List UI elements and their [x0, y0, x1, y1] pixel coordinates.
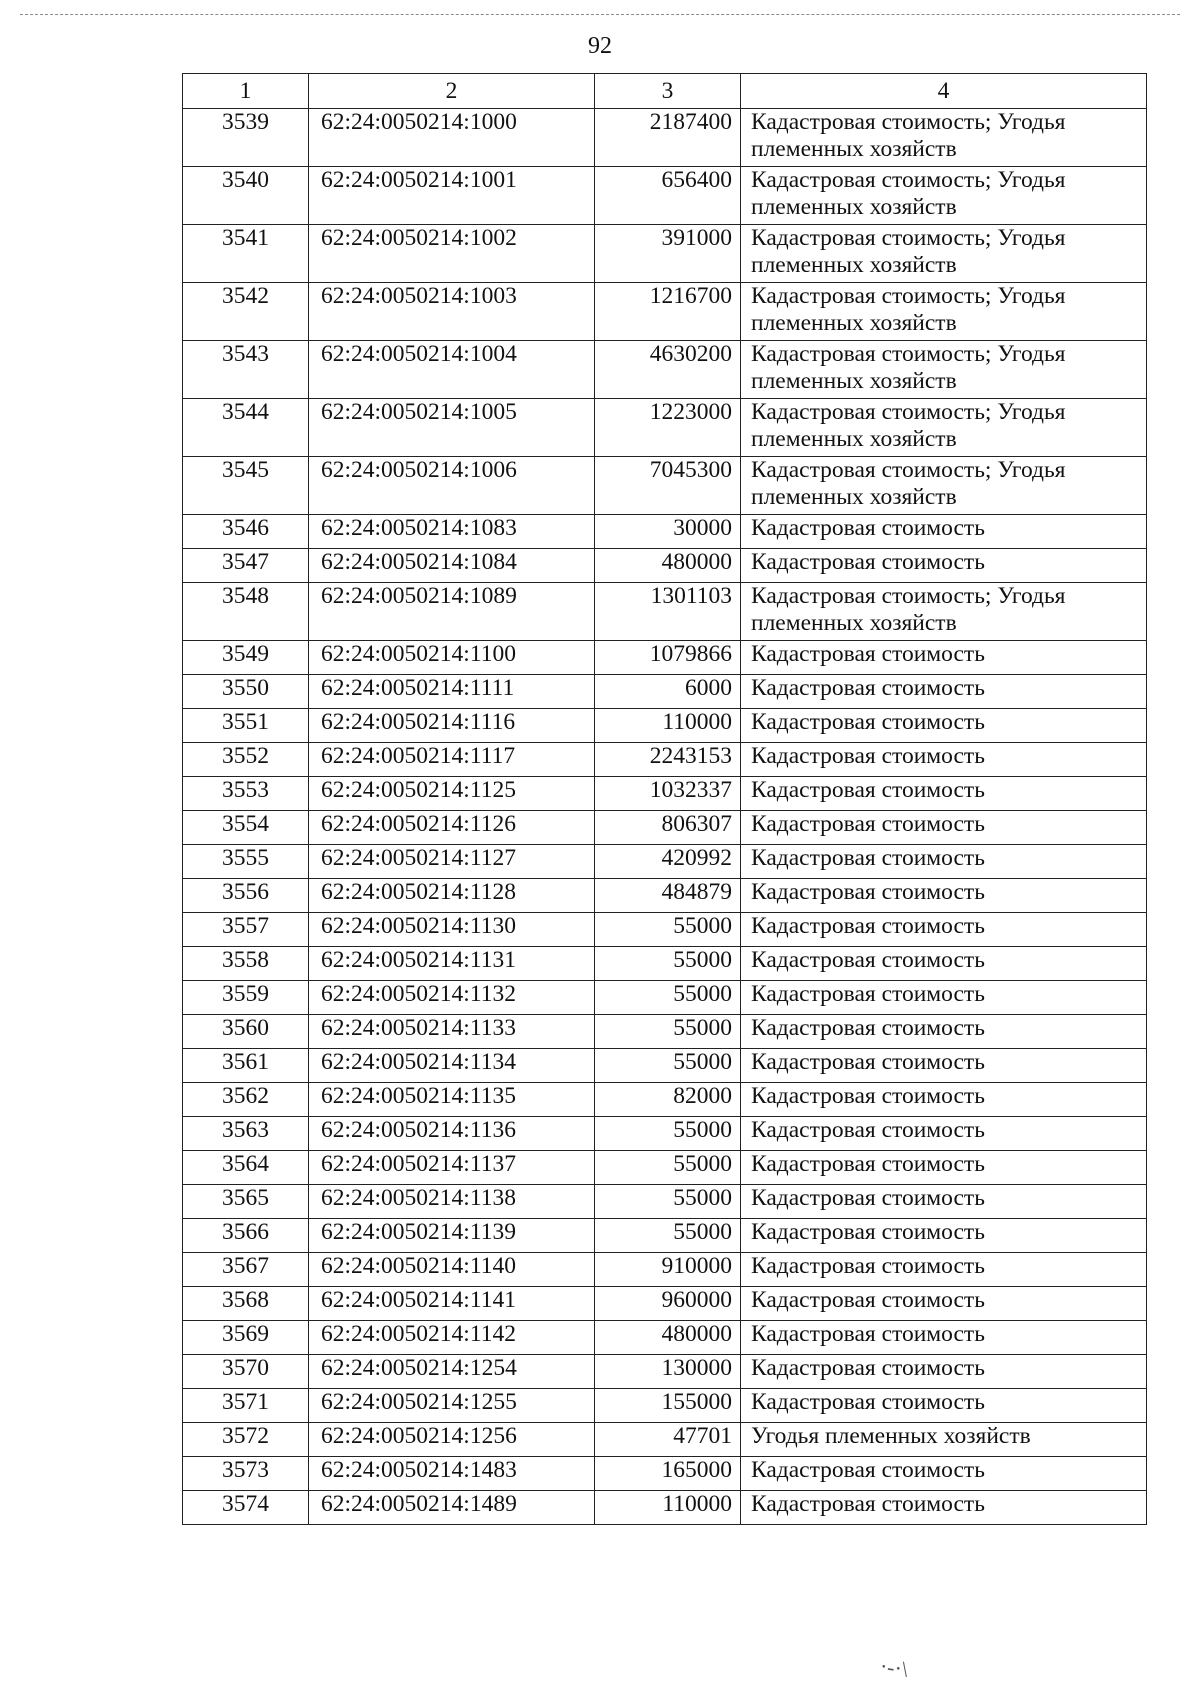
table-row	[183, 947, 1147, 981]
cadastral-value: 1032337	[595, 777, 741, 811]
cadastral-value: 484879	[595, 879, 741, 913]
cadastral-value: 155000	[595, 1389, 741, 1423]
cadastral-value: 1079866	[595, 641, 741, 675]
row-number: 3571	[183, 1389, 309, 1423]
row-description: Кадастровая стоимость	[741, 1083, 1147, 1117]
table-row	[183, 709, 1147, 743]
table-row	[183, 457, 1147, 515]
table-row	[183, 675, 1147, 709]
cadastral-number: 62:24:0050214:1134	[309, 1049, 595, 1083]
row-number: 3574	[183, 1491, 309, 1525]
cadastral-value: 7045300	[595, 457, 741, 515]
row-description: Кадастровая стоимость; Угодья племенных хозяйств	[741, 109, 1147, 167]
cadastral-number: 62:24:0050214:1135	[309, 1083, 595, 1117]
cadastral-number: 62:24:0050214:1255	[309, 1389, 595, 1423]
row-number: 3544	[183, 399, 309, 457]
row-description: Кадастровая стоимость	[741, 913, 1147, 947]
row-description: Кадастровая стоимость; Угодья племенных хозяйств	[741, 341, 1147, 399]
cadastral-value: 480000	[595, 549, 741, 583]
table-row	[183, 1321, 1147, 1355]
row-number: 3543	[183, 341, 309, 399]
cadastral-value: 47701	[595, 1423, 741, 1457]
row-description: Кадастровая стоимость	[741, 845, 1147, 879]
table-header-row	[183, 74, 1147, 109]
cadastral-value: 2243153	[595, 743, 741, 777]
cadastral-table	[182, 73, 1147, 1525]
column-header-2: 2	[309, 74, 595, 109]
row-number: 3556	[183, 879, 309, 913]
cadastral-value: 1223000	[595, 399, 741, 457]
row-number: 3564	[183, 1151, 309, 1185]
column-header-1: 1	[183, 74, 309, 109]
row-description: Кадастровая стоимость	[741, 549, 1147, 583]
row-description: Кадастровая стоимость	[741, 1389, 1147, 1423]
table-row	[183, 1423, 1147, 1457]
row-description: Кадастровая стоимость	[741, 743, 1147, 777]
cadastral-number: 62:24:0050214:1139	[309, 1219, 595, 1253]
cadastral-number: 62:24:0050214:1083	[309, 515, 595, 549]
row-number: 3540	[183, 167, 309, 225]
cadastral-value: 55000	[595, 1219, 741, 1253]
row-description: Кадастровая стоимость	[741, 1355, 1147, 1389]
row-number: 3553	[183, 777, 309, 811]
row-description: Кадастровая стоимость	[741, 515, 1147, 549]
cadastral-value: 55000	[595, 1185, 741, 1219]
scan-edge-line	[20, 14, 1180, 15]
cadastral-value: 165000	[595, 1457, 741, 1491]
row-number: 3566	[183, 1219, 309, 1253]
cadastral-value: 55000	[595, 1049, 741, 1083]
cadastral-value: 2187400	[595, 109, 741, 167]
cadastral-number: 62:24:0050214:1130	[309, 913, 595, 947]
table-row	[183, 1219, 1147, 1253]
cadastral-value: 420992	[595, 845, 741, 879]
column-header-4: 4	[741, 74, 1147, 109]
row-description: Кадастровая стоимость	[741, 1185, 1147, 1219]
cadastral-number: 62:24:0050214:1133	[309, 1015, 595, 1049]
table-row	[183, 1355, 1147, 1389]
table-row	[183, 1083, 1147, 1117]
row-description: Кадастровая стоимость	[741, 981, 1147, 1015]
row-number: 3572	[183, 1423, 309, 1457]
table-row	[183, 341, 1147, 399]
cadastral-number: 62:24:0050214:1132	[309, 981, 595, 1015]
cadastral-value: 806307	[595, 811, 741, 845]
cadastral-number: 62:24:0050214:1142	[309, 1321, 595, 1355]
table-row	[183, 109, 1147, 167]
row-number: 3542	[183, 283, 309, 341]
row-number: 3546	[183, 515, 309, 549]
cadastral-number: 62:24:0050214:1005	[309, 399, 595, 457]
row-number: 3547	[183, 549, 309, 583]
table-row	[183, 1015, 1147, 1049]
row-number: 3559	[183, 981, 309, 1015]
row-description: Кадастровая стоимость	[741, 709, 1147, 743]
table-row	[183, 283, 1147, 341]
cadastral-value: 130000	[595, 1355, 741, 1389]
table-row	[183, 167, 1147, 225]
row-description: Кадастровая стоимость; Угодья племенных хозяйств	[741, 399, 1147, 457]
cadastral-value: 960000	[595, 1287, 741, 1321]
cadastral-number: 62:24:0050214:1084	[309, 549, 595, 583]
cadastral-value: 391000	[595, 225, 741, 283]
cadastral-value: 55000	[595, 1151, 741, 1185]
cadastral-number: 62:24:0050214:1127	[309, 845, 595, 879]
scan-mark: ·-·\	[878, 1653, 910, 1682]
table-row	[183, 399, 1147, 457]
table-row	[183, 515, 1147, 549]
cadastral-number: 62:24:0050214:1483	[309, 1457, 595, 1491]
cadastral-number: 62:24:0050214:1138	[309, 1185, 595, 1219]
cadastral-value: 55000	[595, 947, 741, 981]
row-number: 3569	[183, 1321, 309, 1355]
row-number: 3573	[183, 1457, 309, 1491]
cadastral-number: 62:24:0050214:1116	[309, 709, 595, 743]
cadastral-value: 55000	[595, 1015, 741, 1049]
table-row	[183, 743, 1147, 777]
table-row	[183, 777, 1147, 811]
cadastral-number: 62:24:0050214:1003	[309, 283, 595, 341]
row-number: 3561	[183, 1049, 309, 1083]
column-header-3: 3	[595, 74, 741, 109]
page-number: 92	[588, 33, 612, 59]
cadastral-number: 62:24:0050214:1000	[309, 109, 595, 167]
row-number: 3549	[183, 641, 309, 675]
table-row	[183, 811, 1147, 845]
table-row	[183, 1117, 1147, 1151]
cadastral-number: 62:24:0050214:1001	[309, 167, 595, 225]
cadastral-value: 656400	[595, 167, 741, 225]
row-description: Кадастровая стоимость; Угодья племенных хозяйств	[741, 457, 1147, 515]
row-description: Кадастровая стоимость	[741, 641, 1147, 675]
table-row	[183, 1151, 1147, 1185]
row-description: Угодья племенных хозяйств	[741, 1423, 1147, 1457]
row-number: 3550	[183, 675, 309, 709]
row-number: 3541	[183, 225, 309, 283]
cadastral-number: 62:24:0050214:1140	[309, 1253, 595, 1287]
row-description: Кадастровая стоимость; Угодья племенных хозяйств	[741, 225, 1147, 283]
cadastral-value: 6000	[595, 675, 741, 709]
table-row	[183, 641, 1147, 675]
cadastral-value: 30000	[595, 515, 741, 549]
table-row	[183, 1389, 1147, 1423]
table-row	[183, 1253, 1147, 1287]
cadastral-number: 62:24:0050214:1131	[309, 947, 595, 981]
cadastral-number: 62:24:0050214:1136	[309, 1117, 595, 1151]
cadastral-value: 910000	[595, 1253, 741, 1287]
row-description: Кадастровая стоимость; Угодья племенных хозяйств	[741, 283, 1147, 341]
cadastral-number: 62:24:0050214:1126	[309, 811, 595, 845]
row-description: Кадастровая стоимость	[741, 1015, 1147, 1049]
row-description: Кадастровая стоимость	[741, 1151, 1147, 1185]
cadastral-value: 55000	[595, 981, 741, 1015]
row-number: 3557	[183, 913, 309, 947]
cadastral-value: 1301103	[595, 583, 741, 641]
row-description: Кадастровая стоимость; Угодья племенных хозяйств	[741, 583, 1147, 641]
cadastral-number: 62:24:0050214:1111	[309, 675, 595, 709]
cadastral-value: 110000	[595, 709, 741, 743]
cadastral-number: 62:24:0050214:1256	[309, 1423, 595, 1457]
cadastral-number: 62:24:0050214:1137	[309, 1151, 595, 1185]
row-description: Кадастровая стоимость	[741, 1253, 1147, 1287]
row-description: Кадастровая стоимость	[741, 1457, 1147, 1491]
table-row	[183, 879, 1147, 913]
cadastral-value: 55000	[595, 1117, 741, 1151]
row-number: 3558	[183, 947, 309, 981]
table-row	[183, 981, 1147, 1015]
cadastral-value: 82000	[595, 1083, 741, 1117]
row-description: Кадастровая стоимость	[741, 1049, 1147, 1083]
table-row	[183, 845, 1147, 879]
cadastral-value: 110000	[595, 1491, 741, 1525]
row-number: 3548	[183, 583, 309, 641]
cadastral-value: 1216700	[595, 283, 741, 341]
row-description: Кадастровая стоимость	[741, 777, 1147, 811]
row-description: Кадастровая стоимость	[741, 1219, 1147, 1253]
row-number: 3562	[183, 1083, 309, 1117]
row-number: 3568	[183, 1287, 309, 1321]
row-number: 3552	[183, 743, 309, 777]
cadastral-number: 62:24:0050214:1489	[309, 1491, 595, 1525]
row-description: Кадастровая стоимость	[741, 675, 1147, 709]
row-number: 3560	[183, 1015, 309, 1049]
row-number: 3554	[183, 811, 309, 845]
cadastral-number: 62:24:0050214:1004	[309, 341, 595, 399]
table-row	[183, 1287, 1147, 1321]
table-row	[183, 1491, 1147, 1525]
cadastral-value: 55000	[595, 913, 741, 947]
row-description: Кадастровая стоимость	[741, 1491, 1147, 1525]
cadastral-number: 62:24:0050214:1089	[309, 583, 595, 641]
table-row	[183, 1185, 1147, 1219]
row-description: Кадастровая стоимость	[741, 947, 1147, 981]
cadastral-number: 62:24:0050214:1141	[309, 1287, 595, 1321]
row-description: Кадастровая стоимость	[741, 1287, 1147, 1321]
row-number: 3555	[183, 845, 309, 879]
cadastral-number: 62:24:0050214:1002	[309, 225, 595, 283]
table-row	[183, 1457, 1147, 1491]
cadastral-number: 62:24:0050214:1006	[309, 457, 595, 515]
row-description: Кадастровая стоимость	[741, 811, 1147, 845]
cadastral-number: 62:24:0050214:1254	[309, 1355, 595, 1389]
cadastral-number: 62:24:0050214:1100	[309, 641, 595, 675]
row-description: Кадастровая стоимость	[741, 879, 1147, 913]
cadastral-value: 4630200	[595, 341, 741, 399]
row-description: Кадастровая стоимость	[741, 1117, 1147, 1151]
cadastral-number: 62:24:0050214:1117	[309, 743, 595, 777]
table-row	[183, 549, 1147, 583]
cadastral-number: 62:24:0050214:1128	[309, 879, 595, 913]
row-number: 3570	[183, 1355, 309, 1389]
row-number: 3551	[183, 709, 309, 743]
cadastral-value: 480000	[595, 1321, 741, 1355]
table-row	[183, 1049, 1147, 1083]
row-number: 3567	[183, 1253, 309, 1287]
cadastral-number: 62:24:0050214:1125	[309, 777, 595, 811]
table-row	[183, 913, 1147, 947]
row-number: 3563	[183, 1117, 309, 1151]
row-number: 3545	[183, 457, 309, 515]
row-description: Кадастровая стоимость	[741, 1321, 1147, 1355]
table-row	[183, 583, 1147, 641]
table-row	[183, 225, 1147, 283]
row-number: 3539	[183, 109, 309, 167]
row-number: 3565	[183, 1185, 309, 1219]
row-description: Кадастровая стоимость; Угодья племенных хозяйств	[741, 167, 1147, 225]
